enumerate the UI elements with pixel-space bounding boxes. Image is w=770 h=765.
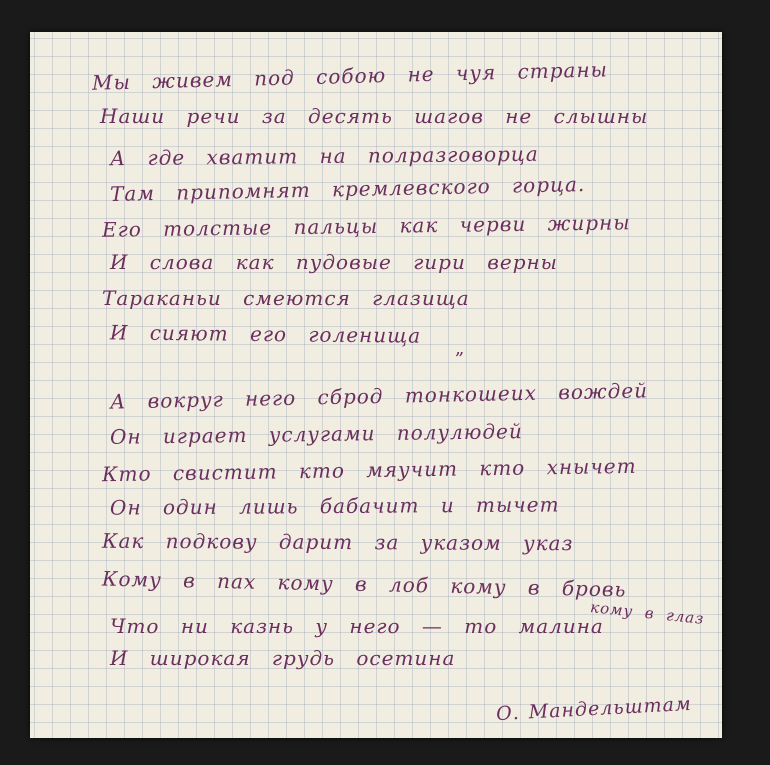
poem-line: Как подкову дарит за указом указ xyxy=(101,528,574,556)
poem-line: А вокруг него сброд тонкошеих вождей xyxy=(109,378,649,414)
poem-line: Он играет услугами полулюдей xyxy=(109,419,523,449)
quote-mark: „ xyxy=(455,338,465,359)
poem-line: А где хватит на полразговорца xyxy=(109,141,539,171)
poem-line: Наши речи за десять шагов не слышны xyxy=(100,104,649,128)
poem-line: Там припомнят кремлевского горца. xyxy=(109,172,586,206)
poem-line-continuation: кому в глаз xyxy=(589,598,706,628)
graph-paper-sheet xyxy=(30,32,722,738)
poem-line: Его толстые пальцы как черви жирны xyxy=(101,210,631,242)
poem-line: Что ни казнь у него — то малина xyxy=(110,614,604,638)
poem-line: Кому в пах кому в лоб кому в бровь xyxy=(101,566,627,602)
signature: О. Мандельштам xyxy=(495,692,693,726)
poem-line: Мы живем под собою не чуя страны xyxy=(91,57,609,95)
poem-line: И слова как пудовые гири верны xyxy=(110,250,558,274)
poem-line: И сияют его голенища xyxy=(109,320,422,348)
poem-line: Тараканьи смеются глазища xyxy=(102,286,470,310)
poem-line: Кто свистит кто мяучит кто хнычет xyxy=(101,453,637,487)
poem-line: И широкая грудь осетина xyxy=(110,646,456,670)
poem-line: Он один лишь бабачит и тычет xyxy=(109,492,560,520)
